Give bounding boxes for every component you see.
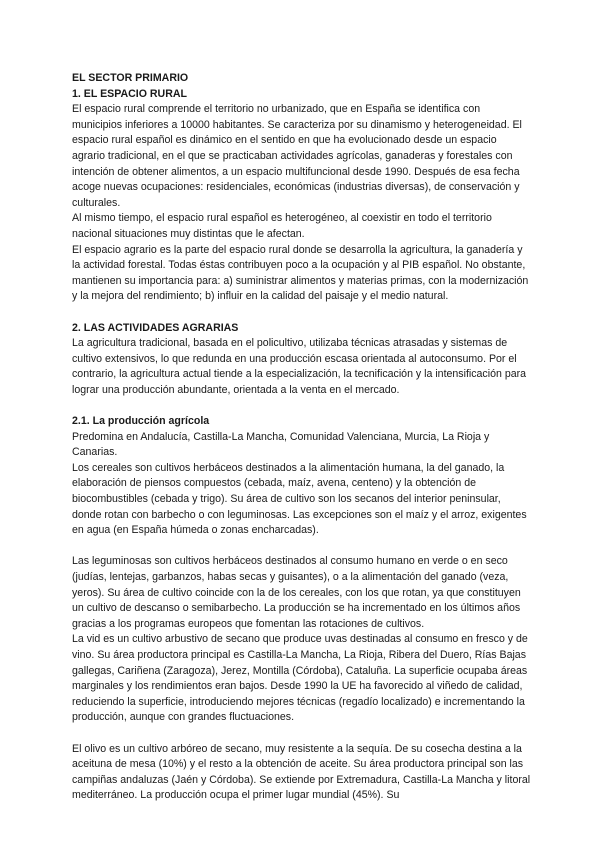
section-heading-produccion-agricola: 2.1. La producción agrícola bbox=[72, 415, 210, 428]
document-title: EL SECTOR PRIMARIO bbox=[72, 72, 189, 84]
spacer bbox=[72, 305, 532, 321]
paragraph: El espacio agrario es la parte del espacio rural donde se desarrolla la agricultura, la ganadería y la actividad forestal. Todas éstas contribuyen poco a la ocupación y al PIB español. No obstante, mantienen su importancia para: a) suministrar alimentos y materias primas, con la modernización y la mejora del rendimiento; b) influir en la calidad del paisaje y el medio natural. bbox=[72, 243, 529, 303]
paragraph: La agricultura tradicional, basada en el policultivo, utilizaba técnicas atrasadas y sistemas de cultivo extensivos, lo que redunda en una producción escasa orientada al autoconsumo. Por el contrario, la agricultura actual tiende a la especialización, la tecnificación y la intensificación para lograr una producción abundante, orientada a la venta en el mercado. bbox=[72, 337, 527, 396]
paragraph: Al mismo tiempo, el espacio rural español es heterogéneo, al coexistir en todo el territorio nacional situaciones muy distintas que le afectan. bbox=[72, 212, 492, 240]
paragraph: Predomina en Andalucía, Castilla-La Mancha, Comunidad Valenciana, Murcia, La Rioja y Canarias. bbox=[72, 430, 490, 459]
paragraph: El olivo es un cultivo arbóreo de secano, muy resistente a la sequía. De su cosecha destina a la aceituna de mesa (10%) y el resto a la obtención de aceite. Su área productora principal son las campiñas andaluzas (Jaén y Córdoba). Se extiende por Extremadura, Castilla-La Mancha y litoral mediterráneo. La producción ocupa el primer lugar mundial (45%). Su bbox=[72, 742, 531, 802]
paragraph: Los cereales son cultivos herbáceos destinados a la alimentación humana, la del ganado, la elaboración de piensos compuestos (cebada, maíz, avena, centeno) y la obtención de biocombustibles (cebada y trigo). Su área de cultivo son los secanos del interior peninsular, donde rotan con barbecho o con leguminosas. Las excepciones son el maíz y el arroz, exigentes en agua (en España húmeda o zonas encharcadas). bbox=[72, 461, 527, 537]
spacer bbox=[72, 539, 532, 555]
document-body bbox=[72, 71, 532, 804]
section-heading-espacio-rural: 1. EL ESPACIO RURAL bbox=[72, 87, 187, 100]
spacer bbox=[72, 398, 532, 414]
spacer bbox=[72, 726, 532, 742]
paragraph: El espacio rural comprende el territorio no urbanizado, que en España se identifica con municipios inferiores a 10000 habitantes. Se caracteriza por su dinamismo y heterogeneidad. El espacio rural español es dinámico en el sentido en que ha evolucionado desde un espacio agrario tradicional, en el que se practicaban actividades agrícolas, ganaderas y forestales con intención de obtener alimentos, a un espacio multifuncional desde 1990. Después de esa fecha acoge nuevas ocupaciones: residenciales, económicas (industrias diversas), de conservación y culturales. bbox=[72, 103, 522, 209]
section-heading-actividades-agrarias: 2. LAS ACTIVIDADES AGRARIAS bbox=[72, 321, 239, 334]
paragraph: La vid es un cultivo arbustivo de secano que produce uvas destinadas al consumo en fresco y de vino. Su área productora principal es Castilla-La Mancha, La Rioja, Ribera del Duero, Rías Bajas gallegas, Cariñena (Zaragoza), Jerez, Montilla (Córdoba), Cataluña. La superficie ocupaba áreas marginales y los rendimientos eran bajos. Desde 1990 la UE ha favorecido al viñedo de calidad, reduciendo la superficie, introduciendo mejores técnicas (regadío localizado) e incrementando la producción, aunque con grandes fluctuaciones. bbox=[72, 633, 528, 724]
paragraph: Las leguminosas son cultivos herbáceos destinados al consumo humano en verde o en seco (judías, lentejas, garbanzos, habas secas y guisantes), o a la alimentación del ganado (veza, yeros). Su área de cultivo coincide con la de los cereales, con los que rotan, ya que constituyen un cultivo de descanso o semibarbecho. La producción se ha incrementado en los últimos años gracias a los programas europeos que fomentan las rotaciones de cultivos. bbox=[72, 555, 521, 630]
